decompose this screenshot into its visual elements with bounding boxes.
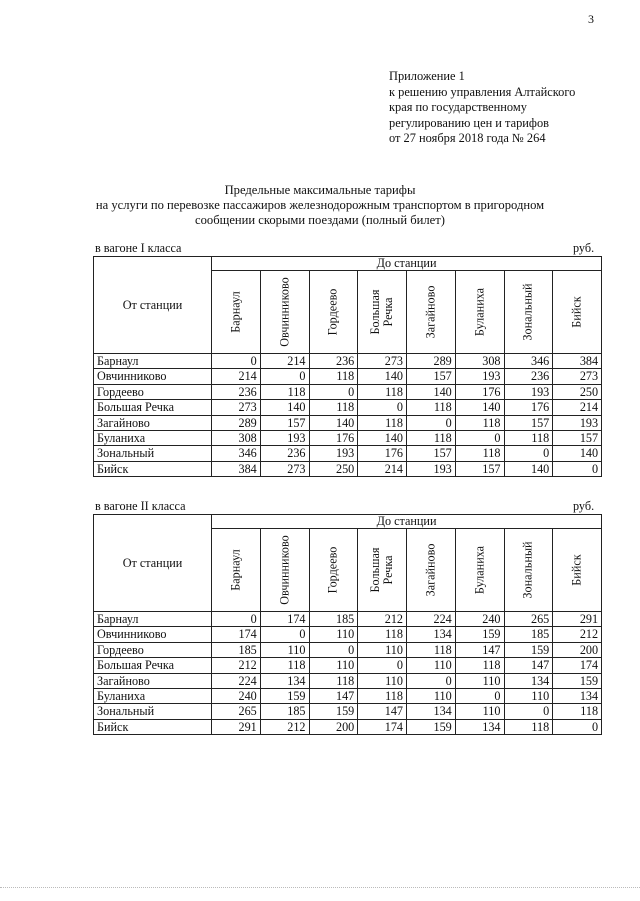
tariff-cell: 157 xyxy=(455,461,504,476)
origin-station-name: Гордеево xyxy=(94,384,212,399)
tariff-cell: 240 xyxy=(212,689,261,704)
tariff-cell: 110 xyxy=(407,658,456,673)
tariff-cell: 193 xyxy=(407,461,456,476)
tariff-cell: 157 xyxy=(407,446,456,461)
tariff-cell: 140 xyxy=(358,431,407,446)
tariff-cell: 0 xyxy=(504,446,553,461)
table-row xyxy=(94,384,602,399)
tariff-cell: 110 xyxy=(455,704,504,719)
tariff-cell: 185 xyxy=(260,704,309,719)
origin-station-name: Большая Речка xyxy=(94,400,212,415)
origin-station-name: Буланиха xyxy=(94,431,212,446)
appendix-line: регулированию цен и тарифов xyxy=(389,115,549,130)
destination-name-line: Барнаул xyxy=(228,291,243,333)
destination-column-header xyxy=(212,529,261,612)
tariff-cell: 0 xyxy=(455,689,504,704)
destination-column-header xyxy=(407,271,456,354)
tariff-cell: 289 xyxy=(212,415,261,430)
tariff-cell: 176 xyxy=(504,400,553,415)
tariff-cell: 193 xyxy=(553,415,602,430)
tariff-cell: 176 xyxy=(455,384,504,399)
table-row xyxy=(94,642,602,657)
destination-name-line: Речка xyxy=(381,555,396,585)
tariff-cell: 265 xyxy=(504,612,553,627)
tariff-cell: 174 xyxy=(212,627,261,642)
origin-station-name: Бийск xyxy=(94,461,212,476)
destination-column-header xyxy=(309,271,358,354)
page-number: 3 xyxy=(588,12,594,26)
tariff-cell: 174 xyxy=(260,612,309,627)
from-station-header: От станции xyxy=(94,257,212,354)
destination-station-name xyxy=(522,541,535,598)
table-row xyxy=(94,446,602,461)
table-row xyxy=(94,354,602,369)
table-row xyxy=(94,658,602,673)
tariff-cell: 159 xyxy=(260,689,309,704)
tariff-cell: 147 xyxy=(455,642,504,657)
destination-station-name xyxy=(571,554,584,585)
tariff-cell: 174 xyxy=(358,719,407,734)
tariff-cell: 212 xyxy=(212,658,261,673)
from-station-header: От станции xyxy=(94,515,212,612)
tariff-cell: 147 xyxy=(504,658,553,673)
tariff-cell: 273 xyxy=(358,354,407,369)
tariff-cell: 291 xyxy=(553,612,602,627)
tariff-cell: 118 xyxy=(455,415,504,430)
destination-column-header xyxy=(504,271,553,354)
table-row xyxy=(94,673,602,688)
table-row xyxy=(94,461,602,476)
tariff-cell: 140 xyxy=(407,384,456,399)
tariff-cell: 118 xyxy=(407,431,456,446)
table-row xyxy=(94,612,602,627)
tariff-cell: 118 xyxy=(504,431,553,446)
tariff-cell: 134 xyxy=(504,673,553,688)
appendix-line: края по государственному xyxy=(389,100,527,114)
origin-station-name: Овчинниково xyxy=(94,369,212,384)
title-line: сообщении скорыми поездами (полный билет) xyxy=(195,213,445,228)
destination-station-name xyxy=(473,288,486,336)
tariff-cell: 157 xyxy=(504,415,553,430)
tariff-cell: 185 xyxy=(309,612,358,627)
tariff-cell: 176 xyxy=(309,431,358,446)
tariff-cell: 236 xyxy=(309,354,358,369)
tariff-cell: 236 xyxy=(212,384,261,399)
destination-station-name xyxy=(369,548,395,593)
tariff-cell: 0 xyxy=(212,354,261,369)
tariff-cell: 118 xyxy=(455,658,504,673)
tariff-cell: 110 xyxy=(504,689,553,704)
tariff-cell: 0 xyxy=(358,658,407,673)
table-row xyxy=(94,431,602,446)
page-bottom-divider xyxy=(0,887,640,888)
destination-column-header xyxy=(309,529,358,612)
tariff-cell: 346 xyxy=(504,354,553,369)
tariff-cell: 291 xyxy=(212,719,261,734)
destination-column-header xyxy=(553,529,602,612)
origin-station-name: Загайново xyxy=(94,673,212,688)
destination-station-name xyxy=(278,277,291,346)
class2-tariff-table xyxy=(93,514,602,735)
table-row xyxy=(94,719,602,734)
tariff-cell: 140 xyxy=(553,446,602,461)
destination-name-line: Зональный xyxy=(520,283,535,341)
appendix-line: от 27 ноября 2018 года № 264 xyxy=(389,131,546,145)
tariff-cell: 289 xyxy=(407,354,456,369)
to-station-header: До станции xyxy=(212,257,602,271)
tariff-cell: 0 xyxy=(407,673,456,688)
destination-name-line: Гордеево xyxy=(325,546,340,594)
tariff-cell: 118 xyxy=(553,704,602,719)
class1-tariff-table xyxy=(93,256,602,477)
tariff-cell: 134 xyxy=(455,719,504,734)
tariff-cell: 159 xyxy=(553,673,602,688)
tariff-cell: 0 xyxy=(504,704,553,719)
destination-name-line: Большая xyxy=(368,289,383,335)
tariff-cell: 157 xyxy=(260,415,309,430)
tariff-cell: 236 xyxy=(504,369,553,384)
tariff-cell: 214 xyxy=(260,354,309,369)
destination-name-line: Зональный xyxy=(520,541,535,599)
destination-column-header xyxy=(260,529,309,612)
table-row xyxy=(94,369,602,384)
destination-station-name xyxy=(327,289,340,336)
tariff-cell: 236 xyxy=(260,446,309,461)
table-row xyxy=(94,704,602,719)
tariff-cell: 134 xyxy=(407,704,456,719)
origin-station-name: Барнаул xyxy=(94,612,212,627)
tariff-cell: 250 xyxy=(309,461,358,476)
tariff-cell: 0 xyxy=(212,612,261,627)
to-station-header: До станции xyxy=(212,515,602,529)
appendix-block xyxy=(389,69,575,147)
tariff-cell: 174 xyxy=(553,658,602,673)
tariff-cell: 384 xyxy=(212,461,261,476)
tariff-cell: 212 xyxy=(358,612,407,627)
tariff-cell: 118 xyxy=(504,719,553,734)
destination-station-name xyxy=(473,546,486,594)
tariff-cell: 110 xyxy=(358,673,407,688)
tariff-cell: 147 xyxy=(309,689,358,704)
tariff-cell: 384 xyxy=(553,354,602,369)
class2-label: в вагоне II класса xyxy=(95,499,186,513)
tariff-cell: 0 xyxy=(553,719,602,734)
tariff-cell: 346 xyxy=(212,446,261,461)
tariff-cell: 159 xyxy=(455,627,504,642)
tariff-cell: 193 xyxy=(309,446,358,461)
tariff-cell: 157 xyxy=(407,369,456,384)
tariff-cell: 240 xyxy=(455,612,504,627)
destination-column-header xyxy=(553,271,602,354)
tariff-cell: 147 xyxy=(358,704,407,719)
tariff-cell: 214 xyxy=(212,369,261,384)
destination-column-header xyxy=(455,271,504,354)
title-line: Предельные максимальные тарифы xyxy=(224,183,416,197)
tariff-cell: 273 xyxy=(212,400,261,415)
destination-station-name xyxy=(522,283,535,340)
tariff-cell: 118 xyxy=(358,415,407,430)
tariff-cell: 118 xyxy=(309,369,358,384)
destination-name-line: Буланиха xyxy=(472,545,487,595)
destination-station-name xyxy=(229,549,242,590)
destination-station-name xyxy=(424,544,437,597)
tariff-cell: 265 xyxy=(212,704,261,719)
tariff-cell: 0 xyxy=(260,627,309,642)
tariff-cell: 224 xyxy=(212,673,261,688)
tariff-cell: 0 xyxy=(358,400,407,415)
table-row xyxy=(94,627,602,642)
title-line: на услуги по перевозке пассажиров железнодорожным транспортом в пригородном xyxy=(95,198,545,213)
origin-station-name: Загайново xyxy=(94,415,212,430)
destination-column-header xyxy=(358,529,407,612)
tariff-cell: 118 xyxy=(260,658,309,673)
destination-column-header xyxy=(455,529,504,612)
appendix-line: к решению управления Алтайского xyxy=(389,84,576,99)
tariff-cell: 134 xyxy=(407,627,456,642)
tariff-cell: 157 xyxy=(553,431,602,446)
destination-station-name xyxy=(278,535,291,604)
tariff-cell: 273 xyxy=(260,461,309,476)
tariff-cell: 159 xyxy=(309,704,358,719)
destination-column-header xyxy=(260,271,309,354)
tariff-cell: 159 xyxy=(407,719,456,734)
tariff-cell: 193 xyxy=(455,369,504,384)
tariff-cell: 214 xyxy=(358,461,407,476)
class1-unit: руб. xyxy=(573,241,595,255)
tariff-cell: 273 xyxy=(553,369,602,384)
tariff-cell: 118 xyxy=(407,642,456,657)
tariff-cell: 110 xyxy=(407,689,456,704)
tariff-cell: 185 xyxy=(504,627,553,642)
destination-name-line: Овчинниково xyxy=(277,277,292,347)
destination-name-line: Загайново xyxy=(423,543,438,597)
destination-name-line: Бийск xyxy=(569,296,584,328)
tariff-cell: 110 xyxy=(260,642,309,657)
tariff-cell: 110 xyxy=(358,642,407,657)
destination-name-line: Овчинниково xyxy=(277,535,292,605)
destination-name-line: Большая xyxy=(368,547,383,593)
tariff-cell: 0 xyxy=(309,384,358,399)
destination-station-name xyxy=(424,286,437,339)
tariff-cell: 118 xyxy=(455,446,504,461)
tariff-cell: 140 xyxy=(260,400,309,415)
tariff-cell: 110 xyxy=(309,658,358,673)
destination-name-line: Барнаул xyxy=(228,549,243,591)
class2-unit: руб. xyxy=(573,499,595,513)
destination-station-name xyxy=(229,291,242,332)
tariff-cell: 140 xyxy=(309,415,358,430)
tariff-cell: 212 xyxy=(553,627,602,642)
tariff-cell: 140 xyxy=(358,369,407,384)
origin-station-name: Большая Речка xyxy=(94,658,212,673)
tariff-cell: 185 xyxy=(212,642,261,657)
destination-station-name xyxy=(369,290,395,335)
tariff-cell: 0 xyxy=(309,642,358,657)
origin-station-name: Овчинниково xyxy=(94,627,212,642)
origin-station-name: Зональный xyxy=(94,446,212,461)
table-row xyxy=(94,400,602,415)
destination-column-header xyxy=(212,271,261,354)
tariff-cell: 118 xyxy=(260,384,309,399)
origin-station-name: Буланиха xyxy=(94,689,212,704)
tariff-cell: 118 xyxy=(358,384,407,399)
tariff-cell: 118 xyxy=(309,400,358,415)
tariff-cell: 140 xyxy=(455,400,504,415)
destination-column-header xyxy=(407,529,456,612)
tariff-cell: 308 xyxy=(455,354,504,369)
destination-name-line: Буланиха xyxy=(472,287,487,337)
destination-column-header xyxy=(358,271,407,354)
tariff-cell: 110 xyxy=(455,673,504,688)
tariff-cell: 200 xyxy=(309,719,358,734)
destination-name-line: Речка xyxy=(381,297,396,327)
tariff-cell: 193 xyxy=(504,384,553,399)
tariff-cell: 0 xyxy=(455,431,504,446)
tariff-cell: 0 xyxy=(553,461,602,476)
tariff-cell: 118 xyxy=(358,627,407,642)
destination-station-name xyxy=(327,547,340,594)
origin-station-name: Бийск xyxy=(94,719,212,734)
tariff-cell: 200 xyxy=(553,642,602,657)
origin-station-name: Зональный xyxy=(94,704,212,719)
document-title xyxy=(0,183,640,229)
tariff-cell: 118 xyxy=(407,400,456,415)
appendix-line: Приложение 1 xyxy=(389,69,465,83)
destination-name-line: Загайново xyxy=(423,285,438,339)
table-row xyxy=(94,415,602,430)
tariff-cell: 176 xyxy=(358,446,407,461)
tariff-cell: 0 xyxy=(407,415,456,430)
tariff-cell: 110 xyxy=(309,627,358,642)
origin-station-name: Гордеево xyxy=(94,642,212,657)
tariff-cell: 134 xyxy=(553,689,602,704)
tariff-cell: 140 xyxy=(504,461,553,476)
tariff-cell: 134 xyxy=(260,673,309,688)
destination-name-line: Бийск xyxy=(569,554,584,586)
destination-name-line: Гордеево xyxy=(325,288,340,336)
class1-label: в вагоне I класса xyxy=(95,241,182,255)
tariff-cell: 212 xyxy=(260,719,309,734)
destination-station-name xyxy=(571,296,584,327)
tariff-cell: 159 xyxy=(504,642,553,657)
tariff-cell: 214 xyxy=(553,400,602,415)
tariff-cell: 193 xyxy=(260,431,309,446)
origin-station-name: Барнаул xyxy=(94,354,212,369)
table-row xyxy=(94,689,602,704)
tariff-cell: 308 xyxy=(212,431,261,446)
tariff-cell: 0 xyxy=(260,369,309,384)
destination-column-header xyxy=(504,529,553,612)
tariff-cell: 224 xyxy=(407,612,456,627)
tariff-cell: 118 xyxy=(309,673,358,688)
tariff-cell: 250 xyxy=(553,384,602,399)
tariff-cell: 118 xyxy=(358,689,407,704)
